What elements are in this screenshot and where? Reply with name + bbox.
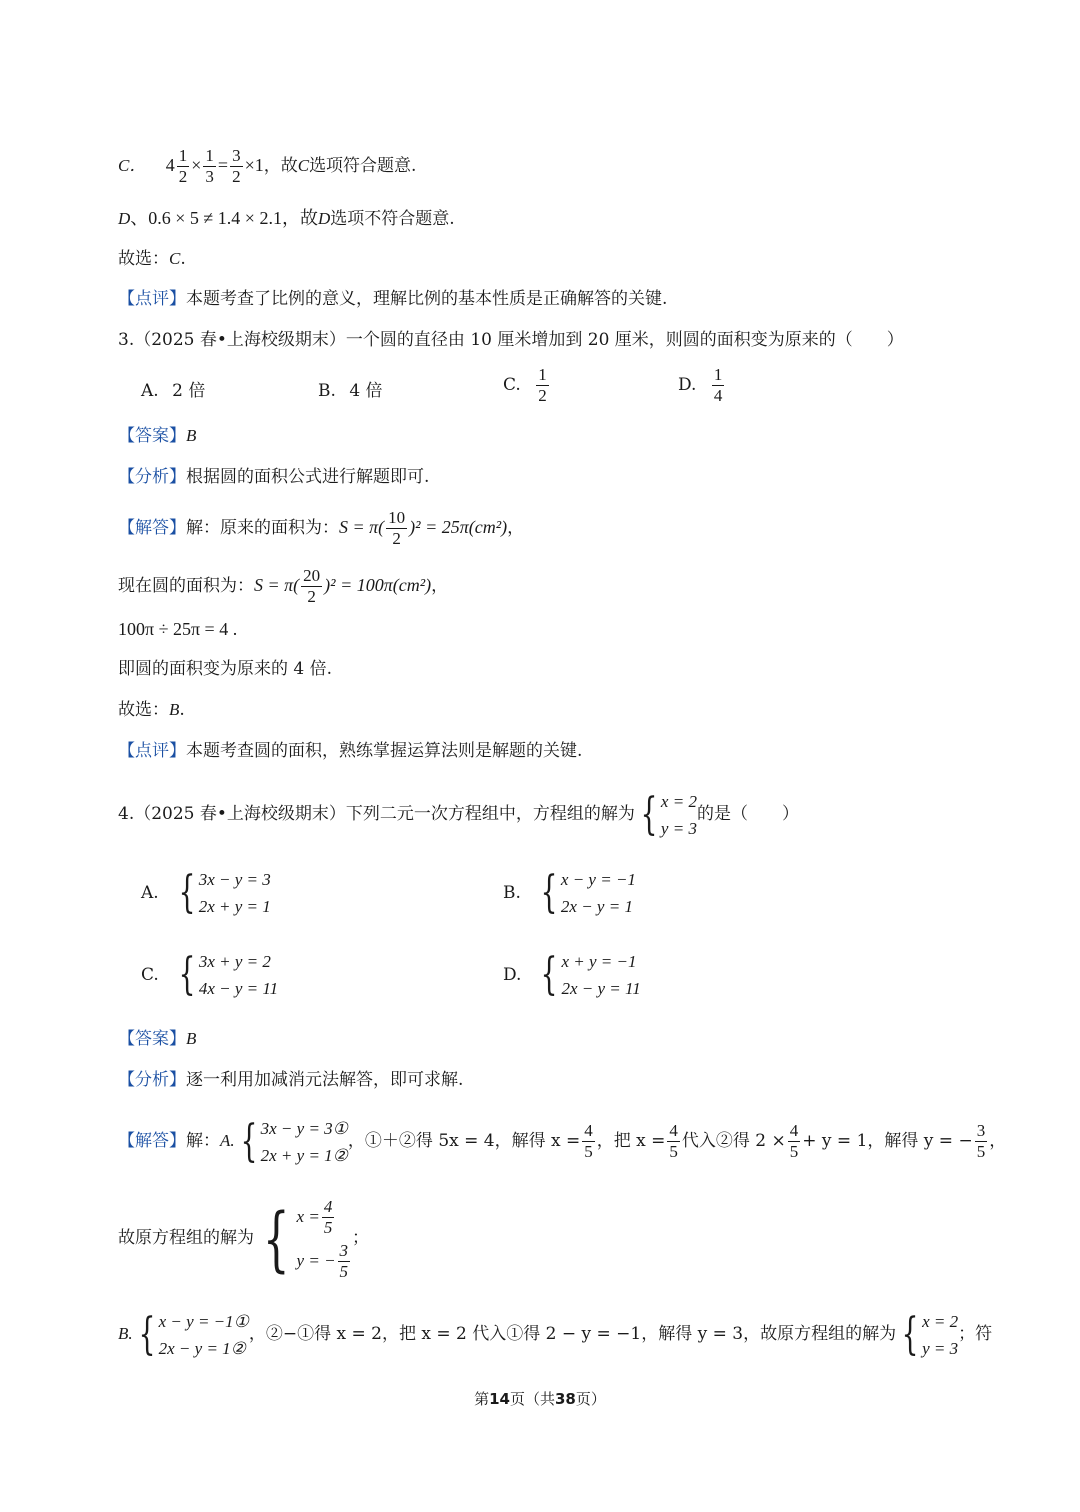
q3-answer-value: B [186, 426, 197, 445]
q3-solution-line-2: 现在圆的面积为：S = π( $\frac{20}{2}$ )² = 100π(cm²)， [118, 566, 449, 606]
q3-analysis-line [118, 465, 429, 489]
q2-c-frac1: $\frac{1}{2}$ [178, 146, 188, 186]
solution-tag: 【解答】 [118, 1131, 186, 1151]
q3-answer-line [118, 424, 196, 448]
answer-tag: 【答案】 [118, 1029, 186, 1049]
q2-c-label: C． [118, 156, 147, 175]
q3-option-d: D. $\frac{1}{4}$ [678, 365, 723, 405]
q4-analysis-line: 【分析】逐一利用加减消元法解答，即可求解. [118, 1070, 464, 1090]
q4-option-a: A. { 3x − y = 3 2x + y = 1 [141, 867, 271, 918]
q2-choose-value: C [169, 249, 181, 268]
q4-solution-a-system: { 3x − y = 3① 2x + y = 1② [240, 1115, 348, 1167]
q4-solution-b-line: B. { x − y = −1① 2x − y = 1② ，②−①得 x = 2，把 x = 2 代入①得 2 − y = −1，解得 y = 3，故原方程组的解为 { x = 2 y = 3 ；符 [118, 1308, 993, 1360]
q3-solution-line-1: 【解答】解：原来的面积为：S = π( $\frac{10}{2}$ )² = 25π(cm²)， [118, 508, 525, 548]
q4-solution-a-result-system: { x = $\frac{4}{5}$ y = − $\frac{3}{5}$ [262, 1197, 349, 1282]
q2-option-d-line: D、0.6 × 5 ≠ 1.4 × 2.1，故D选项不符合题意. [118, 208, 455, 229]
q4-solution-b-system: { x − y = −1① 2x − y = 1② [138, 1308, 249, 1360]
q4-option-b: B. { x − y = −1 2x − y = 1 [503, 867, 636, 918]
analysis-tag: 【分析】 [118, 467, 186, 487]
q2-c-whole: 4 [165, 155, 175, 175]
q4-solution-b-result-system: { x = 2 y = 3 [901, 1308, 959, 1360]
review-tag: 【点评】 [118, 741, 186, 761]
q3-option-c: C. $\frac{1}{2}$ [503, 365, 547, 405]
page-total: 38 [555, 1390, 576, 1408]
q3-option-d-frac: $\frac{1}{4}$ [713, 365, 723, 405]
q3-stem: 3.（2025 春•上海校级期末）一个圆的直径由 10 厘米增加到 20 厘米，则圆的面积变为原来的（ ） [118, 330, 904, 350]
page-footer: 第14页（共38页） [474, 1390, 606, 1408]
q2-review-line [118, 287, 667, 311]
q2-review-text: 本题考查了比例的意义，理解比例的基本性质是正确解答的关键. [186, 289, 668, 309]
q2-d-label: D [118, 209, 131, 228]
q4-option-c: C. { 3x + y = 2 4x − y = 11 [141, 949, 279, 1000]
q3-option-a: A. 2 倍 [141, 381, 206, 401]
q3-solution-line-4: 即圆的面积变为原来的 4 倍. [118, 659, 333, 679]
answer-tag: 【答案】 [118, 426, 186, 446]
q4-solution-a-line: 【解答】解：A. { 3x − y = 3① 2x + y = 1② ，①＋②得 5x = 4，解得 x = $\frac{4}{5}$ ，把 x = $\frac{4}{5}$ 代入②得 2 × $\frac{4}{5}$ + y = 1，解得 y = − $\frac{3}{5}$ ， [118, 1115, 1007, 1167]
q4-stem-system: { x = 2 y = 3 [640, 788, 697, 840]
solution-tag: 【解答】 [118, 518, 186, 538]
q2-d-expr: 、0.6 × 5 ≠ 1.4 × 2.1，故 [130, 208, 318, 228]
q4-solution-a-result: 故原方程组的解为 { x = $\frac{4}{5}$ y = − $\frac{3}{5}$ ； [118, 1190, 369, 1286]
q2-c-frac3: $\frac{3}{2}$ [232, 146, 241, 186]
q3-review-line: 【点评】本题考查圆的面积，熟练掌握运算法则是解题的关键. [118, 741, 583, 761]
page-number: 14 [489, 1390, 510, 1408]
q4-stem: 4.（2025 春•上海校级期末）下列二元一次方程组中，方程组的解为 { x = 2 y = 3 的是（ ） [118, 788, 799, 840]
analysis-tag: 【分析】 [118, 1070, 186, 1090]
q2-choose-line: 故选：C. [118, 249, 186, 269]
q2-c-rest: ，故 [263, 156, 298, 176]
q4-answer-line: 【答案】B [118, 1029, 197, 1049]
review-tag: 【点评】 [118, 289, 186, 309]
q4-option-d: D. { x + y = −1 2x − y = 11 [503, 949, 641, 1000]
q3-analysis-text: 根据圆的面积公式进行解题即可. [186, 467, 430, 487]
q3-solution-line-3: 100π ÷ 25π = 4 . [118, 619, 238, 639]
q2-c-frac2: $\frac{1}{3}$ [205, 146, 214, 186]
q3-choose-line: 故选：B. [118, 700, 185, 720]
q2-option-c-line: C． 4 $\frac{1}{2}$ × $\frac{1}{3}$ = $\frac{3}{2}$ ×1，故C选项符合题意. [118, 146, 417, 186]
q3-option-c-frac: $\frac{1}{2}$ [538, 365, 547, 405]
q3-option-b: B. 4 倍 [318, 381, 383, 401]
